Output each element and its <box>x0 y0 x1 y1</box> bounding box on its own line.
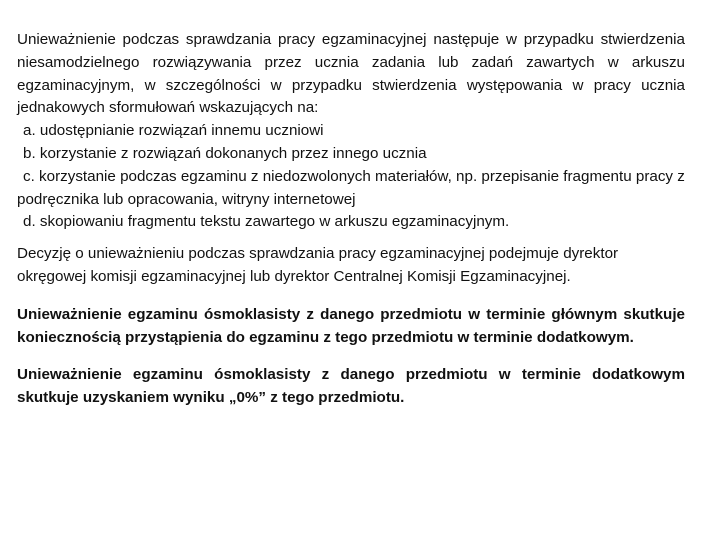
additional-term-consequence-paragraph: Unieważnienie egzaminu ósmoklasisty z danego przedmiotu w terminie dodatkowym skutkuje uzyskaniem wyniku „0%” z tego przedmiotu. <box>17 366 685 407</box>
annulment-intro-paragraph: Unieważnienie podczas sprawdzania pracy egzaminacyjnej następuje w przypadku stwierdzenia niesamodzielnego rozwiązywania przez ucznia zadania lub zadań zawartych w arkuszu egzaminacyjnym, w szczególności w przypadku stwierdzenia występowania w pracy ucznia jednakowych sformułowań wskazujących na: <box>17 31 685 117</box>
decision-paragraph: Decyzję o unieważnieniu podczas sprawdzania pracy egzaminacyjnej podejmuje dyrektor okręgowej komisji egzaminacyjnej lub dyrektor Centralnej Komisji Egzaminacyjnej. <box>17 245 619 285</box>
slide-content <box>17 29 685 410</box>
list-item: c. korzystanie podczas egzaminu z niedozwolonych materiałów, np. przepisanie fragmentu pracy z podręcznika lub opracowania, witryny internetowej <box>17 167 685 208</box>
main-term-consequence-paragraph: Unieważnienie egzaminu ósmoklasisty z danego przedmiotu w terminie głównym skutkuje koniecznością przystąpienia do egzaminu z tego przedmiotu w terminie dodatkowym. <box>17 305 685 346</box>
list-item: d. skopiowaniu fragmentu tekstu zawartego w arkuszu egzaminacyjnym. <box>23 213 510 231</box>
annulment-reasons-list <box>17 120 685 234</box>
list-item: b. korzystanie z rozwiązań dokonanych przez innego ucznia <box>23 144 427 162</box>
list-item: a. udostępnianie rozwiązań innemu uczniowi <box>23 122 324 140</box>
